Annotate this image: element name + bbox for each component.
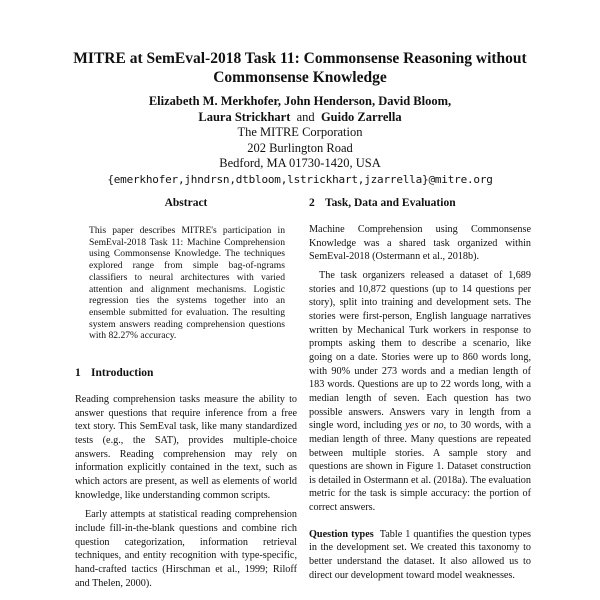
author-emails (60, 172, 540, 188)
author-strickhart: Laura Strickhart (198, 109, 291, 124)
section-title: Task, Data and Evaluation (325, 197, 456, 209)
affiliation-street: 202 Burlington Road (247, 140, 353, 155)
section-number: 1 (75, 367, 81, 380)
section-number: 2 (309, 197, 315, 209)
paper-title (60, 49, 540, 87)
task-paragraph-1: Machine Comprehension using Commonsense Knowledge was a shared task organized within SemEval-2018 (Ostermann et al., 2018b). (309, 224, 531, 263)
email-domain: @mitre.org (428, 172, 493, 186)
affiliation-org: The MITRE Corporation (237, 125, 363, 139)
task-paragraph-2-part-b: , to 30 words, with a median length of three. Many questions are repeated between multiple stories. A sample story and questions are shown in Figure 1. Dataset construction is detailed in Ostermann et al. (2018a). The evaluation metric for the task is simple accuracy: the portion of correct answers. (309, 420, 531, 514)
section-title: Introduction (91, 367, 154, 380)
title-line-2: Commonsense Knowledge (213, 69, 387, 86)
affiliation-city: Bedford, MA 01730-1420, USA (219, 156, 381, 170)
question-types-paragraph (309, 528, 531, 583)
question-types-text: Table 1 quantifies the question types in the development set. We created this taxonomy to better understand the dataset. It also allowed us to direct our development toward model weaknesses. (309, 528, 532, 581)
author-and: and (296, 109, 315, 124)
section-introduction-heading (75, 367, 297, 379)
word-or: or (418, 420, 434, 432)
question-types-heading: Question types (309, 528, 374, 540)
intro-paragraph-2: Early attempts at statistical reading comprehension include fill-in-the-blank questions and combine rich question categorization, information retrieval techniques, and entity recognition with type-specific, hand-crafted tactics (Hirschman et al., 1999; Riloff and Thelen, 2000). (75, 509, 297, 589)
abstract-text: This paper describes MITRE's participation in SemEval-2018 Task 11: Machine Comprehension using Commonsense Knowledge. The techniques explored range from simple bag-of-ngrams classifiers to neural architectures with varied attention and alignment mechanisms. Logistic regression ties the systems together into an ensemble submitted for evaluation. The resulting system answers reading comprehension questions with 82.27% accuracy. (89, 225, 285, 342)
intro-paragraph-1: Reading comprehension tasks measure the ability to answer questions that require inference from a free text story. This SemEval task, like many standardized tests (e.g., the SAT), provides multiple-choice answers. Reading comprehension may rely on information explicitly contained in the text, such as which actors are present, as well as elements of world knowledge, like understanding common scripts. (75, 394, 297, 501)
author-line-1: Elizabeth M. Merkhofer, John Henderson, David Bloom, (148, 94, 452, 108)
author-line-2 (60, 110, 540, 126)
right-column (309, 197, 531, 582)
section-task-heading (309, 197, 531, 209)
left-column (75, 197, 297, 590)
abstract-heading: Abstract (164, 197, 208, 209)
task-paragraph-2 (309, 269, 531, 515)
answer-yes: yes (405, 420, 419, 432)
author-block (60, 94, 540, 187)
answer-no: no (433, 420, 444, 432)
email-usernames: {emerkhofer,jhndrsn,dtbloom,lstrickhart,jzarrella} (107, 172, 429, 186)
title-line-1: MITRE at SemEval-2018 Task 11: Commonsense Reasoning without (73, 50, 527, 67)
author-zarrella: Guido Zarrella (320, 109, 402, 124)
task-paragraph-2-part-a: The task organizers released a dataset of 1,689 stories and 10,872 questions (up to 14 questions per story), split into training and development sets. The stories were first-person, English language narratives written by Mechanical Turk workers in response to prompts asking them to describe a scenario, like going on a date. Stories were up to 860 words long, with 90% under 273 words and a median length of 183 words. Questions are up to 22 words long, with a median length of seven. Each question has two possible answers. Answers vary in length from a single word, including (309, 269, 531, 432)
